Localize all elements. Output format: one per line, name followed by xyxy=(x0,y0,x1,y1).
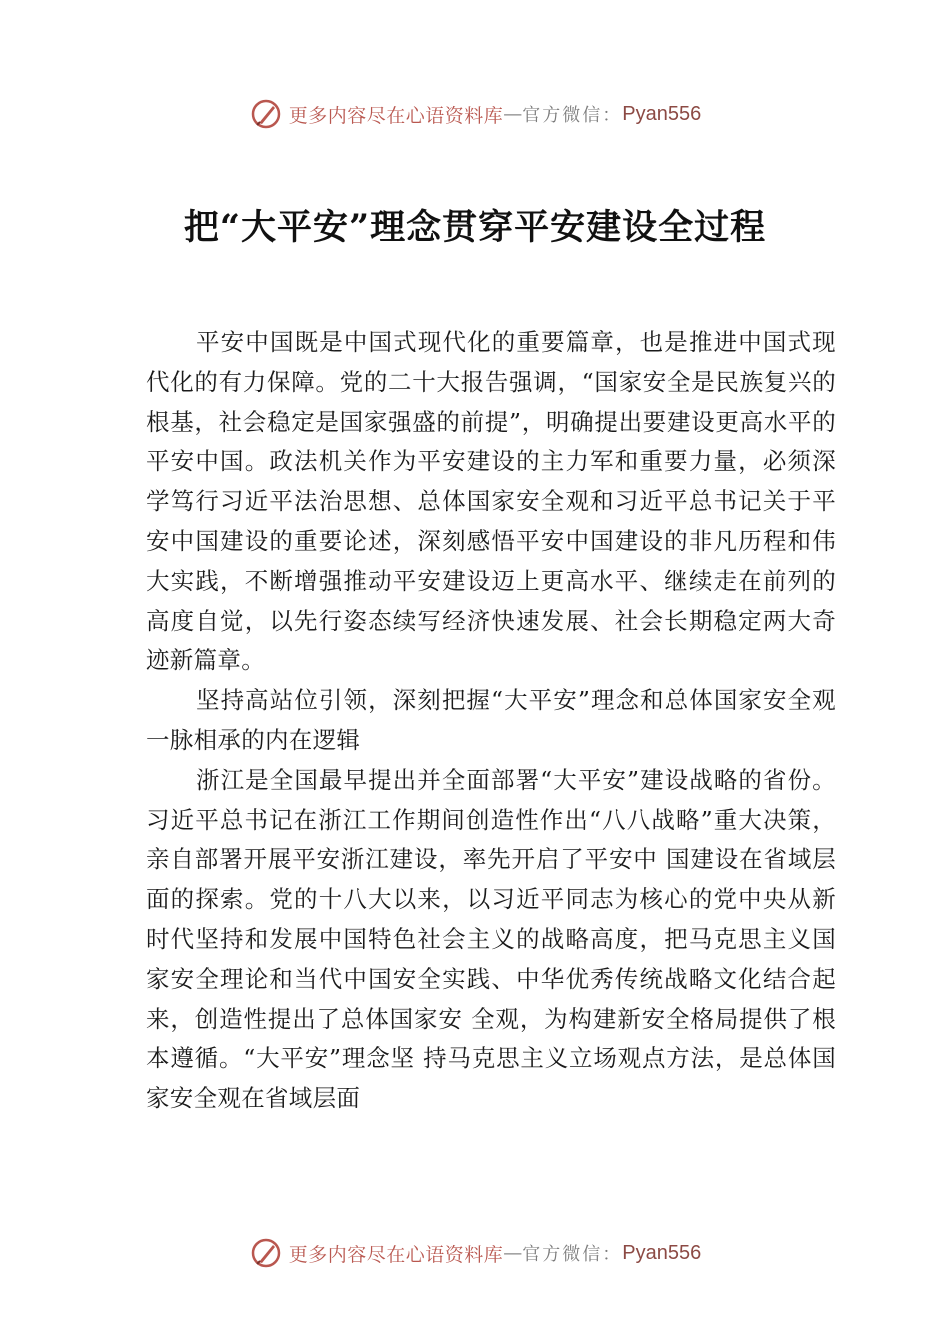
document-body xyxy=(146,323,836,1119)
footer-banner xyxy=(0,1231,950,1275)
banner-wechat-label: 官方微信： xyxy=(522,105,623,126)
quill-logo-icon xyxy=(249,97,283,131)
banner-slogan: 更多内容尽在心语资料库 xyxy=(288,104,504,127)
paragraph-subheading: 坚持高站位引领，深刻把握“大平安”理念和总体国家安全观一脉相承的内在逻辑 xyxy=(146,686,836,754)
banner-wechat-id: Pyan556 xyxy=(622,102,702,125)
paragraph-intro: 平安中国既是中国式现代化的重要篇章，也是推进中国式现代化的有力保障。党的二十大报告强调，“国家安全是民族复兴的根基，社会稳定是国家强盛的前提”，明确提出要建设更高水平的平安中国。政法机关作为平安建设的主力军和重要力量，必须深学笃行习近平法治思想、总体国家安全观和习近平总书记关于平安中国建设的重要论述，深刻感悟平安中国建设的非凡历程和伟大实践，不断增强推动平安建设迈上更高水平、继续走在前列的高度自觉，以先行姿态续写经济快速发展、社会长期稳定两大奇迹新篇章。 xyxy=(146,328,836,675)
banner-slogan: 更多内容尽在心语资料库 xyxy=(288,1243,504,1266)
banner-wechat-label: 官方微信： xyxy=(522,1244,623,1265)
banner-separator: — xyxy=(503,1242,523,1264)
paragraph-zhejiang: 浙江是全国最早提出并全面部署“大平安”建设战略的省份。习近平总书记在浙江工作期间创造性作出“八八战略”重大决策，亲自部署开展平安浙江建设，率先开启了平安中 国建设在省域层面的探索。党的十八大以来，以习近平同志为核心的党中央从新时代坚持和发展中国特色社会主义的战略高度，把马克思主义国家安全理论和当代中国安全实践、中华优秀传统战略文化结合起来，创造性提出了总体国家安 全观，为构建新安全格局提供了根本遵循。“大平安”理念坚 持马克思主义立场观点方法，是总体国家安全观在省域层面 xyxy=(146,765,836,1113)
banner-wechat-id: Pyan556 xyxy=(622,1241,702,1264)
quill-logo-icon xyxy=(249,1236,283,1270)
banner-separator: — xyxy=(503,103,523,125)
header-banner xyxy=(0,92,950,136)
document-title: 把“大平安”理念贯穿平安建设全过程 xyxy=(183,207,767,248)
